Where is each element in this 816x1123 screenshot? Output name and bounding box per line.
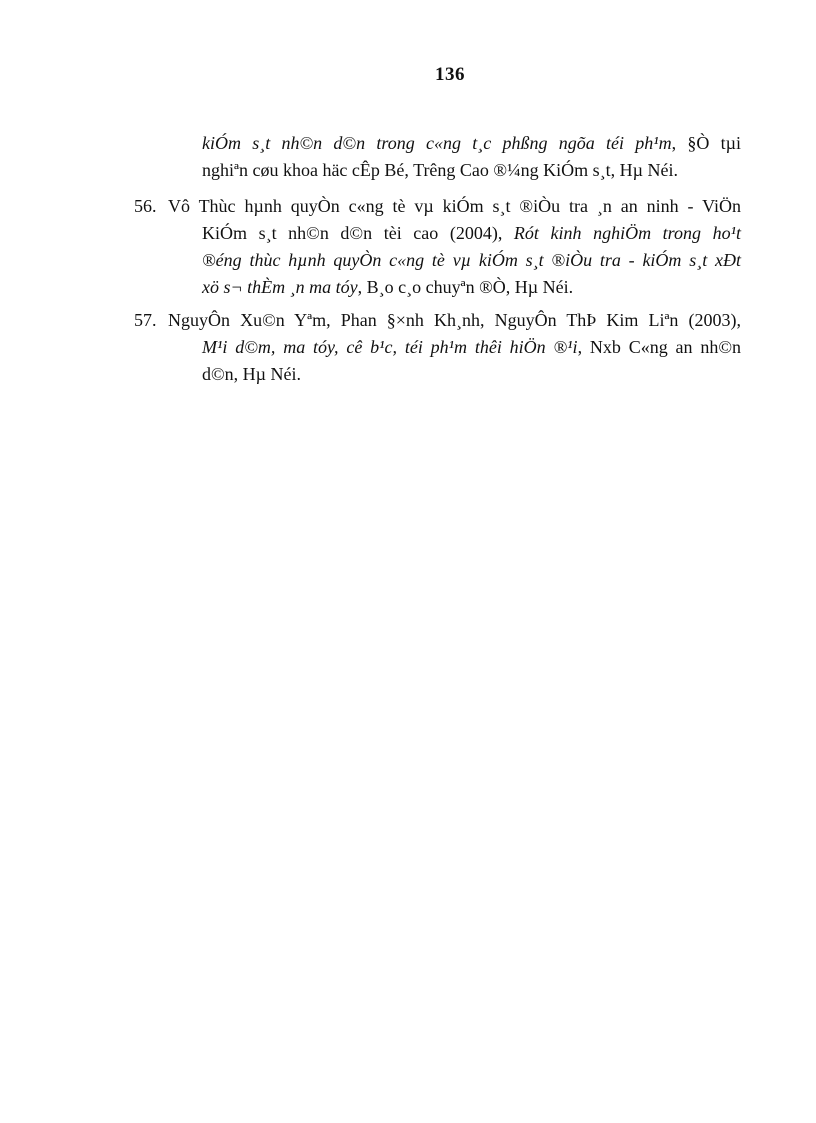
- reference-text: d©n, Hµ Néi.: [202, 364, 302, 384]
- reference-text: KiÓm s¸t nh©n d©n tèi cao (2004),: [202, 223, 514, 243]
- reference-title: M¹i d©m, ma tóy, cê b¹c, téi ph¹m thêi hiÖn ®¹i: [202, 337, 578, 357]
- reference-number: 57.: [134, 310, 157, 330]
- reference-line: [202, 220, 741, 247]
- page-number: 136: [435, 64, 465, 85]
- reference-text: , Nxb C«ng an nh©n: [577, 337, 742, 357]
- reference-continuation: [134, 130, 741, 184]
- reference-line: [134, 307, 741, 334]
- reference-line: [202, 157, 741, 184]
- reference-text: Vô Thùc hµnh quyÒn c«ng tè vµ kiÓm s¸t ®iÒu tra ¸n an ninh - ViÖn: [168, 196, 741, 216]
- reference-title: Rót kinh nghiÖm trong ho¹t: [513, 223, 741, 243]
- reference-title: kiÓm s¸t nh©n d©n trong c«ng t¸c phßng ngõa téi ph¹m: [202, 133, 672, 153]
- reference-line: [202, 247, 741, 274]
- reference-text: nghiªn cøu khoa häc cÊp Bé, Trêng Cao ®¼ng KiÓm s¸t, Hµ Néi.: [202, 160, 678, 180]
- reference-text: NguyÔn Xu©n Yªm, Phan §×nh Kh¸nh, NguyÔn ThÞ Kim Liªn (2003),: [168, 310, 741, 330]
- reference-line: [134, 193, 741, 220]
- reference-text: , B¸o c¸o chuyªn ®Ò, Hµ Néi.: [357, 277, 574, 297]
- reference-line: [202, 334, 741, 361]
- reference-line: [202, 130, 741, 157]
- reference-line: [202, 361, 741, 388]
- reference-title: ®éng thùc hµnh quyÒn c«ng tè vµ kiÓm s¸t ®iÒu tra - kiÓm s¸t xÐt: [202, 250, 741, 270]
- reference-56: [134, 193, 741, 301]
- reference-57: [134, 307, 741, 388]
- reference-text: , §Ò tµi: [671, 133, 741, 153]
- reference-line: [202, 274, 741, 301]
- reference-title: xö s¬ thÈm ¸n ma tóy: [202, 277, 358, 297]
- reference-number: 56.: [134, 196, 157, 216]
